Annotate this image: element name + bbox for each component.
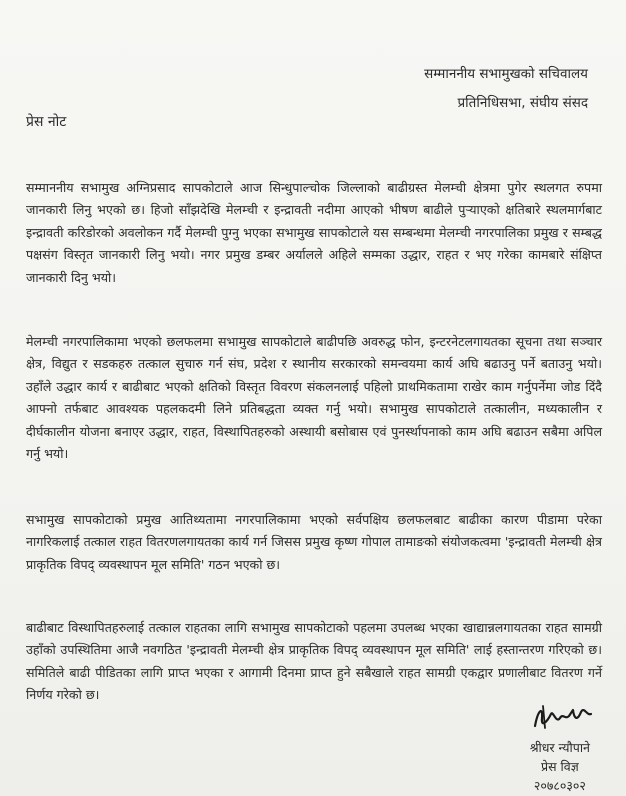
issuing-office — [424, 60, 588, 118]
paragraph-1: सम्माननीय सभामुख अग्निप्रसाद सापकोटाले आज सिन्धुपाल्चोक जिल्लाको बाढीग्रस्त मेलम्ची क्षेत्रमा पुगेर स्थलगत रुपमा जानकारी लिनु भएको छ। हिजो साँझदेखि मेलम्ची र इन्द्रावती नदीमा आएको भीषण बाढीले पुऱ्याएको क्षतिबारे स्थलमार्गबाट इन्द्रावती करिडोरको अवलोकन गर्दै मेलम्ची पुग्नु भएका सभामुख सापकोटाले यस सम्बन्धमा मेलम्ची नगरपालिका प्रमुख र सम्बद्ध पक्षसंग विस्तृत जानकारी लिनु भयो। नगर प्रमुख डम्बर अर्यालले अहिले सम्मका उद्धार, राहत र भए गरेका कामबारे संक्षिप्त जानकारी दिनु भयो। — [26, 180, 602, 285]
paragraph-3: सभामुख सापकोटाको प्रमुख आतिथ्यतामा नगरपालिकामा भएको सर्वपक्षिय छलफलबाट बाढीका कारण पीडामा परेका नागरिकलाई तत्काल राहत वितरणलगायतका कार्य गर्न जिसस प्रमुख कृष्ण गोपाल तामाङको संयोजकत्वमा 'इन्द्रावती मेलम्ची क्षेत्र प्राकृतिक विपद् व्यवस्थापन मूल समिति' गठन भएको छ। — [26, 512, 602, 572]
office-parent: प्रतिनिधिसभा, संघीय संसद — [457, 95, 588, 111]
handwritten-signature — [529, 700, 599, 734]
office-name: सम्माननीय सभामुखको सचिवालय — [424, 66, 588, 82]
paragraph-2: मेलम्ची नगरपालिकामा भएको छलफलमा सभामुख सापकोटाले बाढीपछि अवरुद्ध फोन, इन्टरनेटलगायतका सूचना तथा सञ्चार क्षेत्र, विद्युत र सडकहरु तत्काल सुचारु गर्न संघ, प्रदेश र स्थानीय सरकारको समन्वयमा कार्य अघि बढाउनु पर्ने बताउनु भयो। उहाँले उद्धार कार्य र बाढीबाट भएको क्षतिको विस्तृत विवरण संकलनलाई पहिलो प्राथमिकतामा राखेर काम गर्नुपर्नेमा जोड दिंदै आफ्नो तर्फबाट आवश्यक पहलकदमी लिने प्रतिबद्धता व्यक्त गर्नु भयो। सभामुख सापकोटाले तत्कालीन, मध्यकालीन र दीर्घकालीन योजना बनाएर उद्धार, राहत, विस्थापितहरुको अस्थायी बसोबास एवं पुनर्स्थापनाको काम अघि बढाउन सबैमा अपिल गर्नु भयो। — [26, 334, 602, 462]
signatory-block — [530, 738, 590, 795]
document-date: २०७८०३०२ — [533, 778, 586, 793]
signatory-designation: प्रेस विज्ञ — [540, 759, 579, 774]
paragraph-4: बाढीबाट विस्थापितहरुलाई तत्काल राहतका लागि सभामुख सापकोटाको पहलमा उपलब्ध भएका खाद्यान्नलगायतका राहत सामग्री उहाँको उपस्थितिमा आजै नवगठित 'इन्द्रावती मेलम्ची क्षेत्र प्राकृतिक विपद् व्यवस्थापन मूल समिति' लाई हस्तान्तरण गरिएको छ। समितिले बाढी पीडितका लागि प्राप्त भएका र आगामी दिनमा प्राप्त हुने सबैखाले राहत सामग्री एकद्वार प्रणालीबाट वितरण गर्ने निर्णय गरेको छ। — [26, 620, 602, 703]
signatory-name: श्रीधर न्यौपाने — [529, 740, 590, 755]
document-title: प्रेस नोट — [26, 114, 67, 130]
